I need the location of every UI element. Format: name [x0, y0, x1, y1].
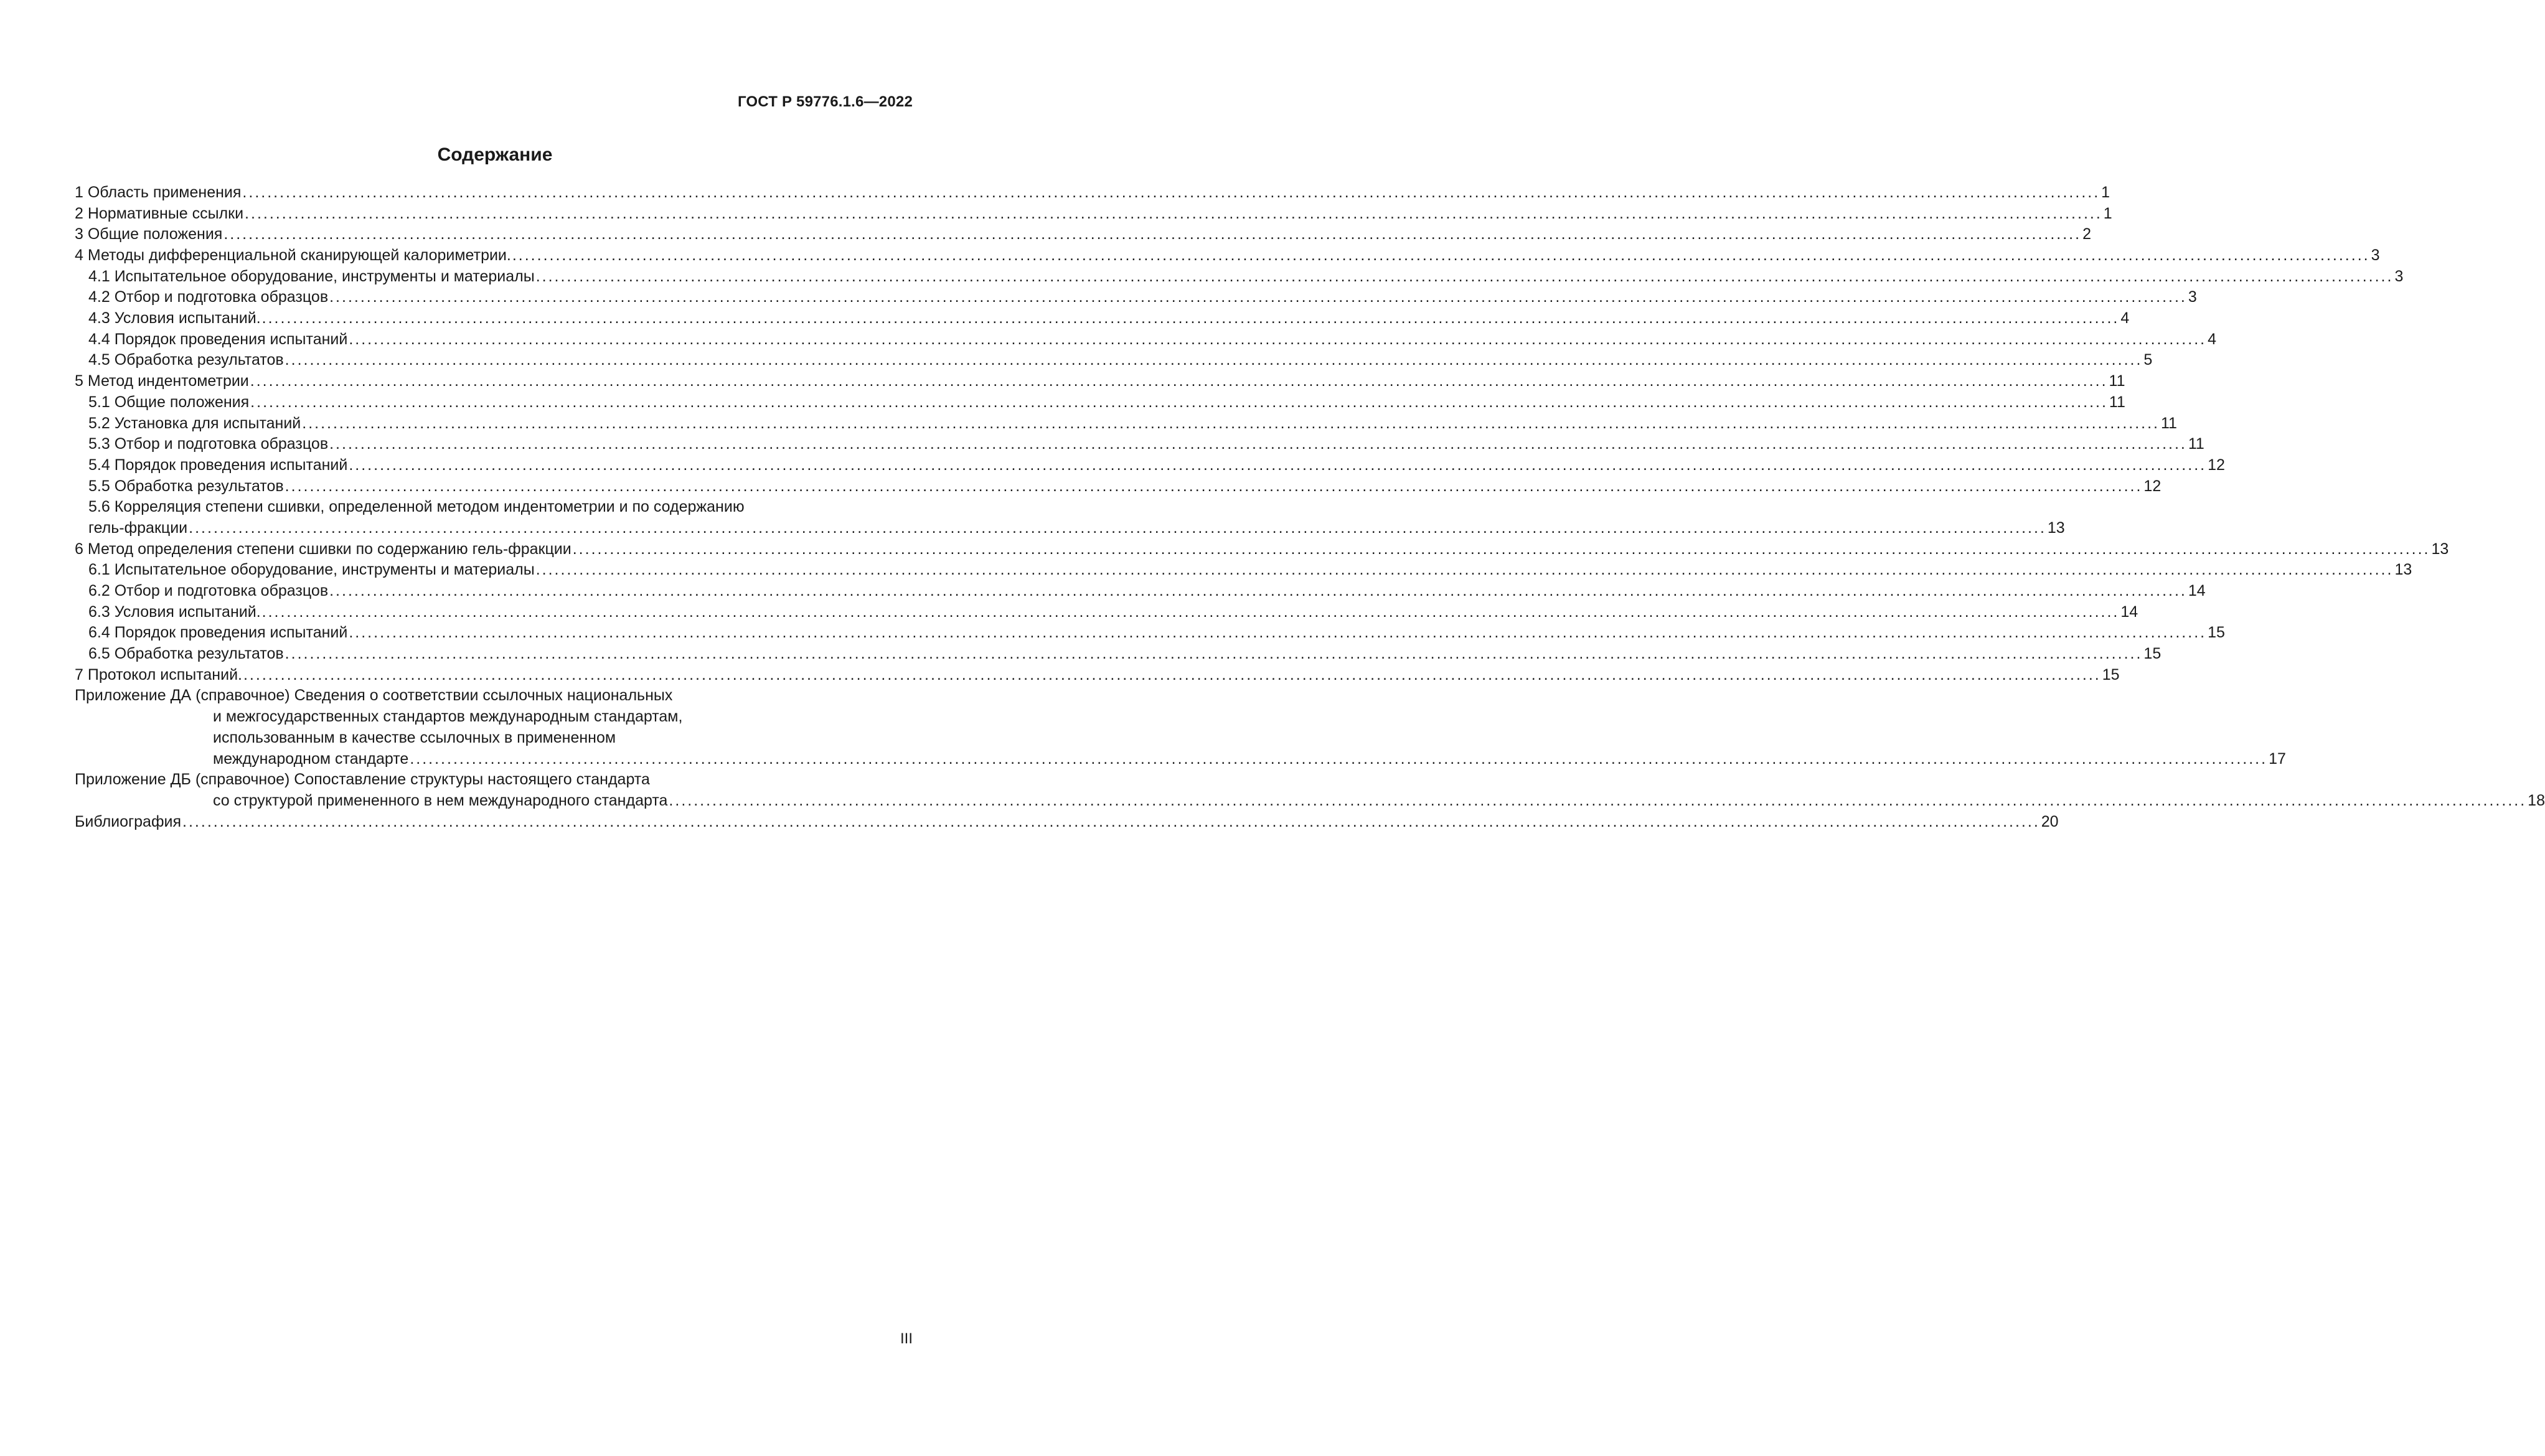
toc-entry-text: 6.3 Условия испытаний.: [88, 603, 261, 621]
toc-entry[interactable]: [75, 581, 2206, 602]
toc-leader: ............................................................................................................................................................................................................................................................................................................: [285, 477, 2143, 495]
toc-entry-text: 5 Метод индентометрии: [75, 372, 249, 390]
toc-leader: ............................................................................................................................................................................................................................................................................................................: [349, 624, 2207, 642]
toc-entry-text: 6.1 Испытательное оборудование, инструменты и материалы: [88, 561, 535, 579]
toc-entry[interactable]: [75, 371, 2125, 392]
toc-leader: ............................................................................................................................................................................................................................................................................................................: [329, 288, 2187, 306]
toc-entry-text: 3 Общие положения: [75, 225, 223, 243]
toc-entry[interactable]: [75, 812, 2059, 833]
toc-entry-page: 13: [2394, 561, 2412, 579]
toc-leader: ............................................................................................................................................................................................................................................................................................................: [329, 435, 2187, 453]
toc-entry-text: 4.5 Обработка результатов: [88, 351, 284, 369]
toc-leader: ............................................................................................................................................................................................................................................................................................................: [250, 372, 2108, 390]
toc-leader: ............................................................................................................................................................................................................................................................................................................: [261, 603, 2120, 621]
toc-entry-text: 4.2 Отбор и подготовка образцов: [88, 288, 329, 306]
toc-entry-text: международном стандарте: [213, 749, 409, 768]
toc-entry-text: 5.5 Обработка результатов: [88, 477, 284, 495]
toc-entry-text: 5.4 Порядок проведения испытаний: [88, 456, 348, 474]
toc-entry-text: использованным в качестве ссылочных в примененном: [213, 728, 616, 746]
toc-entry-page: 14: [2188, 582, 2206, 600]
toc-entry-text: 4.4 Порядок проведения испытаний: [88, 330, 348, 348]
toc-entry-text: 6 Метод определения степени сшивки по содержанию гель-фракции: [75, 540, 572, 558]
toc-entry[interactable]: [75, 224, 2091, 245]
table-of-contents: [75, 182, 2545, 832]
toc-leader: ............................................................................................................................................................................................................................................................................................................: [349, 456, 2207, 474]
toc-entry[interactable]: [75, 644, 2162, 665]
toc-entry[interactable]: [75, 392, 2125, 413]
toc-leader: ............................................................................................................................................................................................................................................................................................................: [535, 267, 2394, 285]
toc-entry-text: 4 Методы дифференциальной сканирующей калориметрии.: [75, 247, 511, 265]
toc-entry-page: 3: [2188, 288, 2197, 306]
toc-entry[interactable]: [75, 245, 2380, 266]
toc-entry-page: 12: [2143, 477, 2162, 495]
toc-title: Содержание: [437, 144, 553, 165]
toc-entry[interactable]: [75, 204, 2112, 225]
toc-entry-page: 20: [2041, 812, 2059, 830]
toc-entry-page: 4: [2120, 309, 2130, 327]
toc-entry-text: со структурой примененного в нем международного стандарта: [213, 791, 668, 809]
toc-entry-text: 1 Область применения: [75, 183, 242, 201]
toc-entry[interactable]: [75, 455, 2225, 476]
toc-leader: ............................................................................................................................................................................................................................................................................................................: [329, 582, 2187, 600]
toc-entry-page: 2: [2082, 225, 2091, 243]
toc-entry[interactable]: [75, 539, 2449, 560]
toc-entry[interactable]: [75, 287, 2197, 308]
toc-leader: ............................................................................................................................................................................................................................................................................................................: [512, 247, 2370, 265]
toc-entry[interactable]: [75, 560, 2412, 581]
toc-leader: ............................................................................................................................................................................................................................................................................................................: [261, 309, 2120, 327]
toc-leader: ............................................................................................................................................................................................................................................................................................................: [245, 204, 2102, 222]
toc-entry-text: Приложение ДА (справочное) Сведения о соответствии ссылочных национальных: [75, 687, 673, 705]
toc-leader: ............................................................................................................................................................................................................................................................................................................: [250, 393, 2108, 411]
toc-entry[interactable]: [75, 434, 2204, 455]
toc-leader: ............................................................................................................................................................................................................................................................................................................: [189, 519, 2046, 537]
toc-entry[interactable]: [75, 350, 2153, 372]
toc-entry-page: 14: [2120, 603, 2138, 621]
page-number: III: [900, 1330, 913, 1347]
toc-entry-continuation[interactable]: [75, 791, 2545, 812]
toc-leader: ............................................................................................................................................................................................................................................................................................................: [302, 414, 2160, 432]
toc-entry-page: 15: [2143, 645, 2162, 663]
toc-entry-continuation[interactable]: [75, 518, 2065, 539]
toc-entry-text: 6.5 Обработка результатов: [88, 645, 284, 663]
toc-entry-page: 11: [2109, 393, 2125, 411]
toc-entry-text: 5.3 Отбор и подготовка образцов: [88, 435, 329, 453]
toc-entry[interactable]: [75, 665, 2120, 686]
toc-entry-continuation[interactable]: [75, 707, 913, 728]
toc-entry-text: и межгосударственных стандартов международным стандартам,: [213, 708, 683, 726]
document-code: ГОСТ Р 59776.1.6—2022: [737, 93, 913, 110]
toc-leader: ............................................................................................................................................................................................................................................................................................................: [285, 351, 2143, 369]
toc-entry-text: 4.1 Испытательное оборудование, инструменты и материалы: [88, 267, 535, 285]
toc-entry-text: 2 Нормативные ссылки: [75, 204, 244, 222]
toc-entry-text: 6.4 Порядок проведения испытаний: [88, 624, 348, 642]
toc-leader: ............................................................................................................................................................................................................................................................................................................: [243, 665, 2101, 683]
toc-entry-text: Библиография: [75, 812, 182, 830]
toc-entry-page: 13: [2047, 519, 2065, 537]
toc-entry[interactable]: [75, 413, 2177, 434]
toc-entry[interactable]: [75, 602, 2138, 623]
toc-entry-page: 5: [2143, 351, 2153, 369]
toc-entry-text: 4.3 Условия испытаний.: [88, 309, 261, 327]
toc-leader: ............................................................................................................................................................................................................................................................................................................: [223, 225, 2082, 243]
toc-leader: ............................................................................................................................................................................................................................................................................................................: [535, 561, 2394, 579]
toc-entry[interactable]: [75, 266, 2404, 288]
toc-entry-page: 3: [2371, 247, 2380, 265]
toc-entry-continuation[interactable]: [75, 749, 2286, 770]
toc-entry-continuation[interactable]: [75, 728, 913, 749]
toc-entry-text: 6.2 Отбор и подготовка образцов: [88, 582, 329, 600]
toc-entry-page: 3: [2394, 267, 2404, 285]
toc-entry-text: 7 Протокол испытаний.: [75, 665, 242, 683]
toc-entry-page: 17: [2269, 749, 2286, 768]
toc-entry-page: 15: [2102, 665, 2120, 683]
toc-leader: ............................................................................................................................................................................................................................................................................................................: [285, 645, 2143, 663]
toc-entry[interactable]: [75, 622, 2225, 644]
toc-entry-page: 11: [2161, 414, 2177, 432]
toc-entry-page: 12: [2208, 456, 2225, 474]
toc-entry-page: 11: [2188, 435, 2204, 453]
toc-entry-text: Приложение ДБ (справочное) Сопоставление структуры настоящего стандарта: [75, 771, 650, 789]
toc-entry-page: 18: [2528, 791, 2545, 809]
toc-entry-page: 1: [2101, 183, 2110, 201]
toc-entry[interactable]: [75, 329, 2216, 350]
toc-entry[interactable]: [75, 769, 913, 791]
toc-entry[interactable]: [75, 182, 2110, 204]
toc-entry[interactable]: [75, 686, 913, 707]
toc-entry[interactable]: [75, 476, 2162, 497]
toc-leader: ............................................................................................................................................................................................................................................................................................................: [572, 540, 2430, 558]
toc-entry-text: 5.2 Установка для испытаний: [88, 414, 301, 432]
toc-entry-text: 5.1 Общие положения: [88, 393, 250, 411]
toc-entry-page: 11: [2109, 372, 2125, 390]
toc-entry-page: 4: [2208, 330, 2216, 348]
toc-entry[interactable]: [75, 308, 2130, 329]
toc-leader: ............................................................................................................................................................................................................................................................................................................: [182, 812, 2040, 830]
toc-entry-page: 1: [2103, 204, 2112, 222]
toc-leader: ............................................................................................................................................................................................................................................................................................................: [410, 749, 2268, 768]
toc-leader: ............................................................................................................................................................................................................................................................................................................: [669, 791, 2527, 809]
toc-entry-page: 15: [2208, 624, 2225, 642]
toc-entry-text: 5.6 Корреляция степени сшивки, определенной методом индентометрии и по содержанию: [88, 498, 745, 516]
toc-entry-text: гель-фракции: [88, 519, 188, 537]
toc-entry-page: 13: [2431, 540, 2449, 558]
toc-leader: ............................................................................................................................................................................................................................................................................................................: [242, 183, 2100, 201]
toc-entry[interactable]: [75, 497, 913, 518]
toc-leader: ............................................................................................................................................................................................................................................................................................................: [349, 330, 2207, 348]
